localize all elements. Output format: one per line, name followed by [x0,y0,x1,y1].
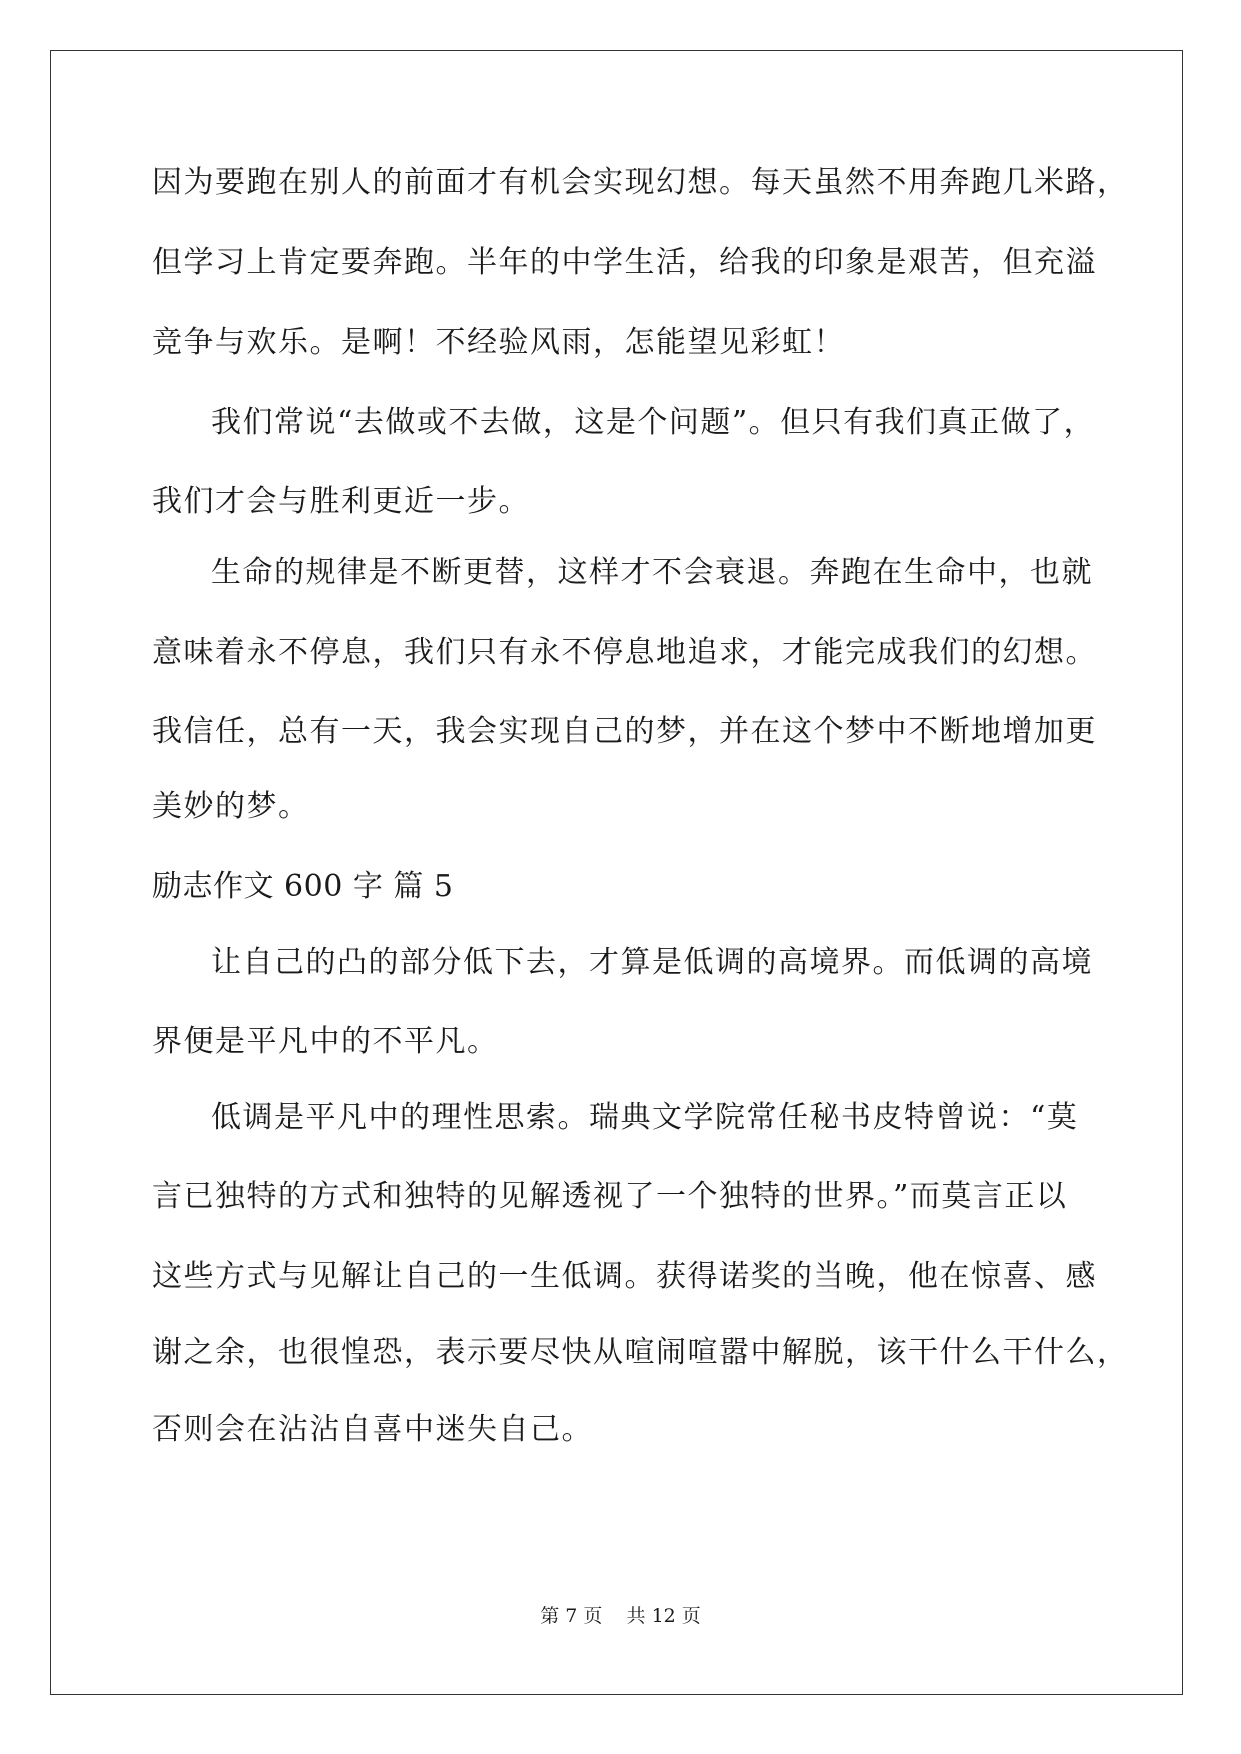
text-line: 但学习上肯定要奔跑。半年的中学生活，给我的印象是艰苦，但充溢 [152,245,1097,280]
text-line: 生命的规律是不断更替，这样才不会衰退。奔跑在生命中，也就 [211,555,1093,590]
text-line: 言已独特的方式和独特的见解透视了一个独特的世界。”而莫言正以 [152,1179,1068,1214]
text-line: 我信任，总有一天，我会实现自己的梦，并在这个梦中不断地增加更 [152,714,1097,749]
text-line: 美妙的梦。 [152,789,310,824]
text-line: 否则会在沾沾自喜中迷失自己。 [152,1412,593,1447]
page-footer [0,1604,1241,1628]
page-number: 第 7 页 共 12 页 [540,1605,701,1627]
text-line: 我们才会与胜利更近一步。 [152,484,530,519]
text-line: 意味着永不停息，我们只有永不停息地追求，才能完成我们的幻想。 [152,635,1097,670]
text-line: 谢之余，也很惶恐，表示要尽快从喧闹喧嚣中解脱，该干什么干什么， [152,1335,1129,1370]
text-line: 竞争与欢乐。是啊！不经验风雨，怎能望见彩虹！ [152,325,845,360]
text-line: 我们常说“去做或不去做，这是个问题”。但只有我们真正做了， [211,405,1096,440]
text-line: 因为要跑在别人的前面才有机会实现幻想。每天虽然不用奔跑几米路， [152,165,1129,200]
text-line: 低调是平凡中的理性思索。瑞典文学院常任秘书皮特曾说：“莫 [211,1100,1079,1135]
section-heading: 励志作文 600 字 篇 5 [152,869,454,904]
text-line: 这些方式与见解让自己的一生低调。获得诺奖的当晚，他在惊喜、感 [152,1259,1097,1294]
text-line: 界便是平凡中的不平凡。 [152,1024,499,1059]
text-line: 让自己的凸的部分低下去，才算是低调的高境界。而低调的高境 [211,945,1093,980]
